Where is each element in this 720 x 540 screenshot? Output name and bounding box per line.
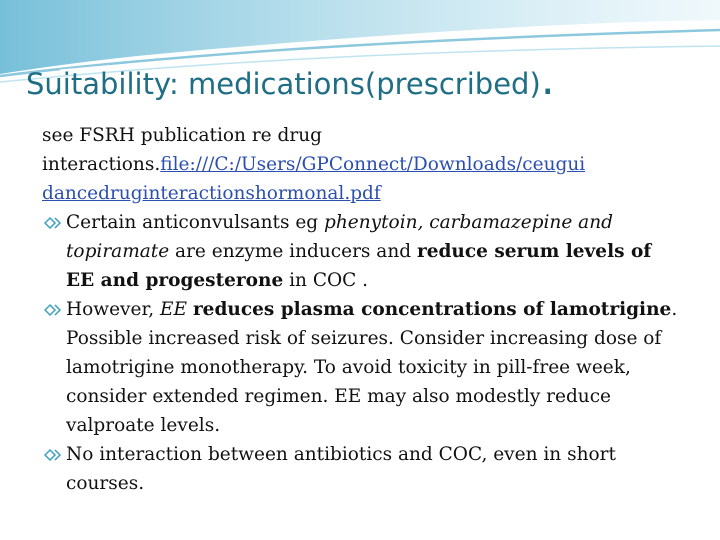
slide-title-dot: . xyxy=(540,54,555,105)
intro-text-2: interactions. xyxy=(42,154,161,175)
bullet-list xyxy=(42,208,682,498)
bullet-1-text-3: are enzyme inducers and xyxy=(169,241,417,262)
slide-title xyxy=(26,54,555,105)
bullet-2-emphasis: reduces plasma concentrations of lamotrigine xyxy=(192,299,672,320)
slide-title-text: Suitability: medications(prescribed) xyxy=(26,67,541,101)
diamond-bullet-icon xyxy=(44,440,64,469)
bullet-1-emphasis: reduce serum levels of EE and progesterone xyxy=(66,241,652,291)
bullet-1-text-1: Certain anticonvulsants eg xyxy=(66,212,325,233)
link-line-2: dancedruginteractionshormonal.pdf xyxy=(42,183,381,204)
bullet-3-text-1: No interaction between antibiotics and COC, even in short courses. xyxy=(66,444,616,494)
diamond-bullet-icon xyxy=(44,295,64,324)
bullet-1-text-5: in COC . xyxy=(283,270,369,291)
slide-body xyxy=(42,121,682,498)
bullet-2-text-1: However, xyxy=(66,299,161,320)
diamond-bullet-icon xyxy=(44,208,64,237)
bullet-item-anticonvulsants xyxy=(42,208,682,295)
bullet-2-ee: EE xyxy=(160,299,188,320)
intro-paragraph xyxy=(42,121,682,208)
link-line-1: file:///C:/Users/GPConnect/Downloads/ceugui xyxy=(160,154,586,175)
bullet-item-lamotrigine xyxy=(42,295,682,440)
bullet-2-text-5: . Possible increased risk of seizures. Consider increasing dose of lamotrigine monotherapy. To avoid toxicity in pill-free week, consider extended regimen. EE may also modestly reduce valproate levels. xyxy=(66,299,678,436)
bullet-1-drug-names: phenytoin, carbamazepine and topiramate xyxy=(66,212,613,262)
bullet-item-antibiotics xyxy=(42,440,682,498)
intro-text-1: see FSRH publication re drug xyxy=(42,125,322,146)
